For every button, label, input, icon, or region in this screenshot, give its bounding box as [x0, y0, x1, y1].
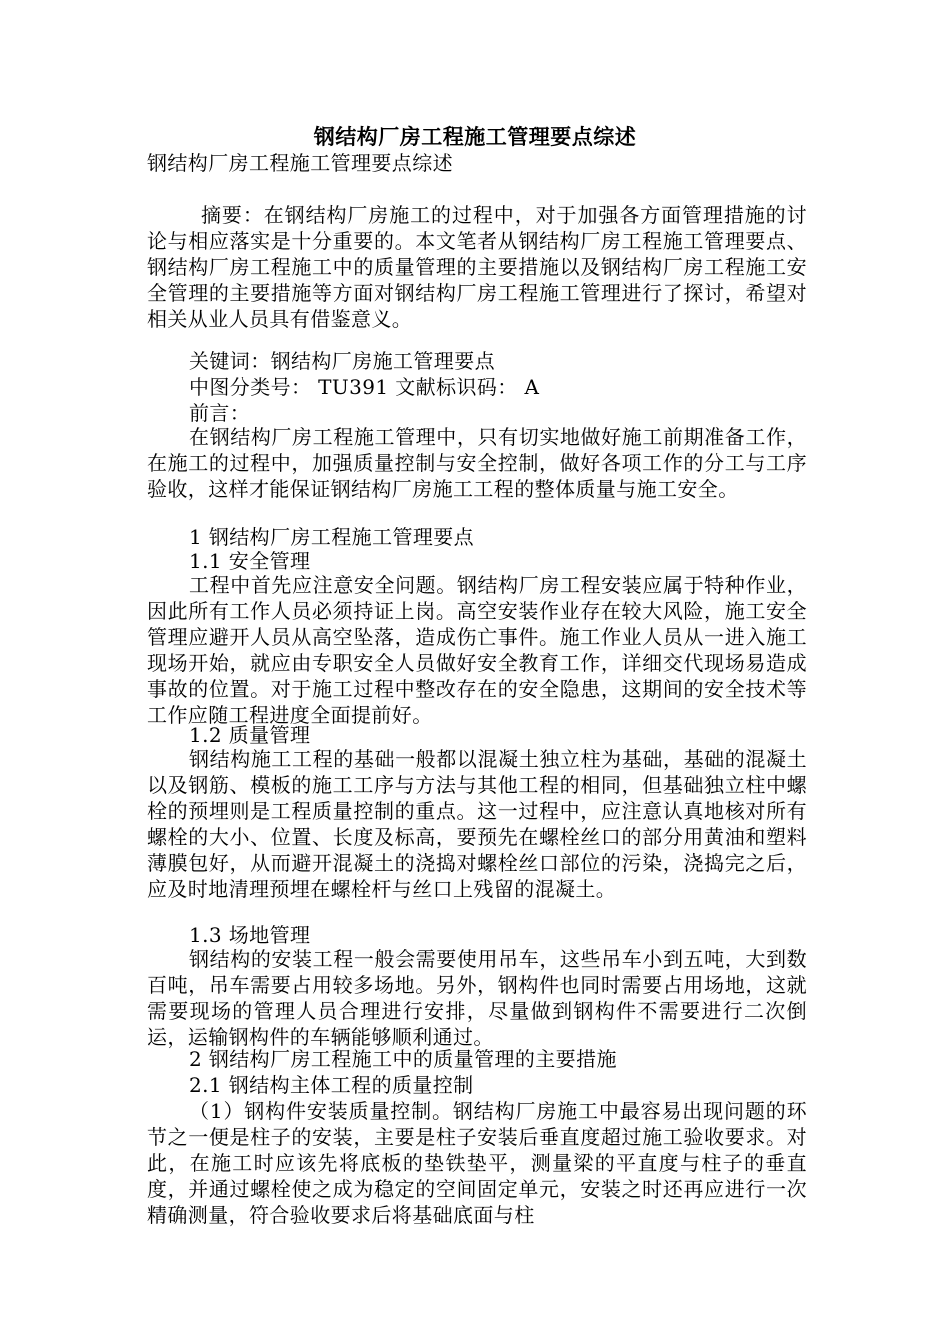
classification-line: 中图分类号： TU391 文献标识码： A: [189, 375, 540, 399]
subsection-heading-2-1: 2.1 钢结构主体工程的质量控制: [189, 1073, 474, 1097]
paragraph-2-1: （1）钢构件安装质量控制。钢结构厂房施工中最容易出现问题的环节之一便是柱子的安装，主要是柱子安装后垂直度超过施工验收要求。对此，在施工时应该先将底板的垫铁垫平，测量梁的平直度与柱子的垂直度，并通过螺栓使之成为稳定的空间固定单元，安装之时还再应进行一次精确测量，符合验收要求后将基础底面与柱: [147, 1099, 807, 1227]
keywords-line: 关键词：钢结构厂房施工管理要点: [189, 349, 495, 373]
section-heading-2: 2 钢结构厂房工程施工中的质量管理的主要措施: [189, 1047, 617, 1071]
subsection-heading-1-3: 1.3 场地管理: [189, 923, 311, 947]
paragraph-1-1: 工程中首先应注意安全问题。钢结构厂房工程安装应属于特种作业，因此所有工作人员必须持证上岗。高空安装作业存在较大风险，施工安全管理应避开人员从高空坠落，造成伤亡事件。施工作业人员从一进入施工现场开始，就应由专职安全人员做好安全教育工作，详细交代现场易造成事故的位置。对于施工过程中整改存在的安全隐患，这期间的安全技术等工作应随工程进度全面提前好。: [147, 573, 807, 727]
subsection-heading-1-1: 1.1 安全管理: [189, 549, 311, 573]
subsection-heading-1-2: 1.2 质量管理: [189, 723, 311, 747]
preface-label: 前言：: [189, 401, 251, 425]
abstract-paragraph: 摘要：在钢结构厂房施工的过程中，对于加强各方面管理措施的讨论与相应落实是十分重要的。本文笔者从钢结构厂房工程施工管理要点、钢结构厂房工程施工中的质量管理的主要措施以及钢结构厂房工程施工安全管理的主要措施等方面对钢结构厂房工程施工管理进行了探讨，希望对相关从业人员具有借鉴意义。: [147, 203, 807, 331]
document-title: 钢结构厂房工程施工管理要点综述: [313, 124, 637, 149]
section-heading-1: 1 钢结构厂房工程施工管理要点: [189, 525, 475, 549]
preface-paragraph: 在钢结构厂房工程施工管理中，只有切实地做好施工前期准备工作，在施工的过程中，加强质量控制与安全控制，做好各项工作的分工与工序验收，这样才能保证钢结构厂房施工工程的整体质量与施工安全。: [147, 425, 807, 501]
document-subtitle: 钢结构厂房工程施工管理要点综述: [147, 151, 453, 175]
paragraph-1-2: 钢结构施工工程的基础一般都以混凝土独立柱为基础，基础的混凝土以及钢筋、模板的施工工序与方法与其他工程的相同，但基础独立柱中螺栓的预埋则是工程质量控制的重点。这一过程中，应注意认真地核对所有螺栓的大小、位置、长度及标高，要预先在螺栓丝口的部分用黄油和塑料薄膜包好，从而避开混凝土的浇捣对螺栓丝口部位的污染，浇捣完之后，应及时地清理预埋在螺栓杆与丝口上残留的混凝土。: [147, 747, 807, 901]
paragraph-1-3: 钢结构的安装工程一般会需要使用吊车，这些吊车小到五吨，大到数百吨，吊车需要占用较多场地。另外，钢构件也同时需要占用场地，这就需要现场的管理人员合理进行安排，尽量做到钢构件不需要进行二次倒运，运输钢构件的车辆能够顺利通过。: [147, 947, 807, 1049]
